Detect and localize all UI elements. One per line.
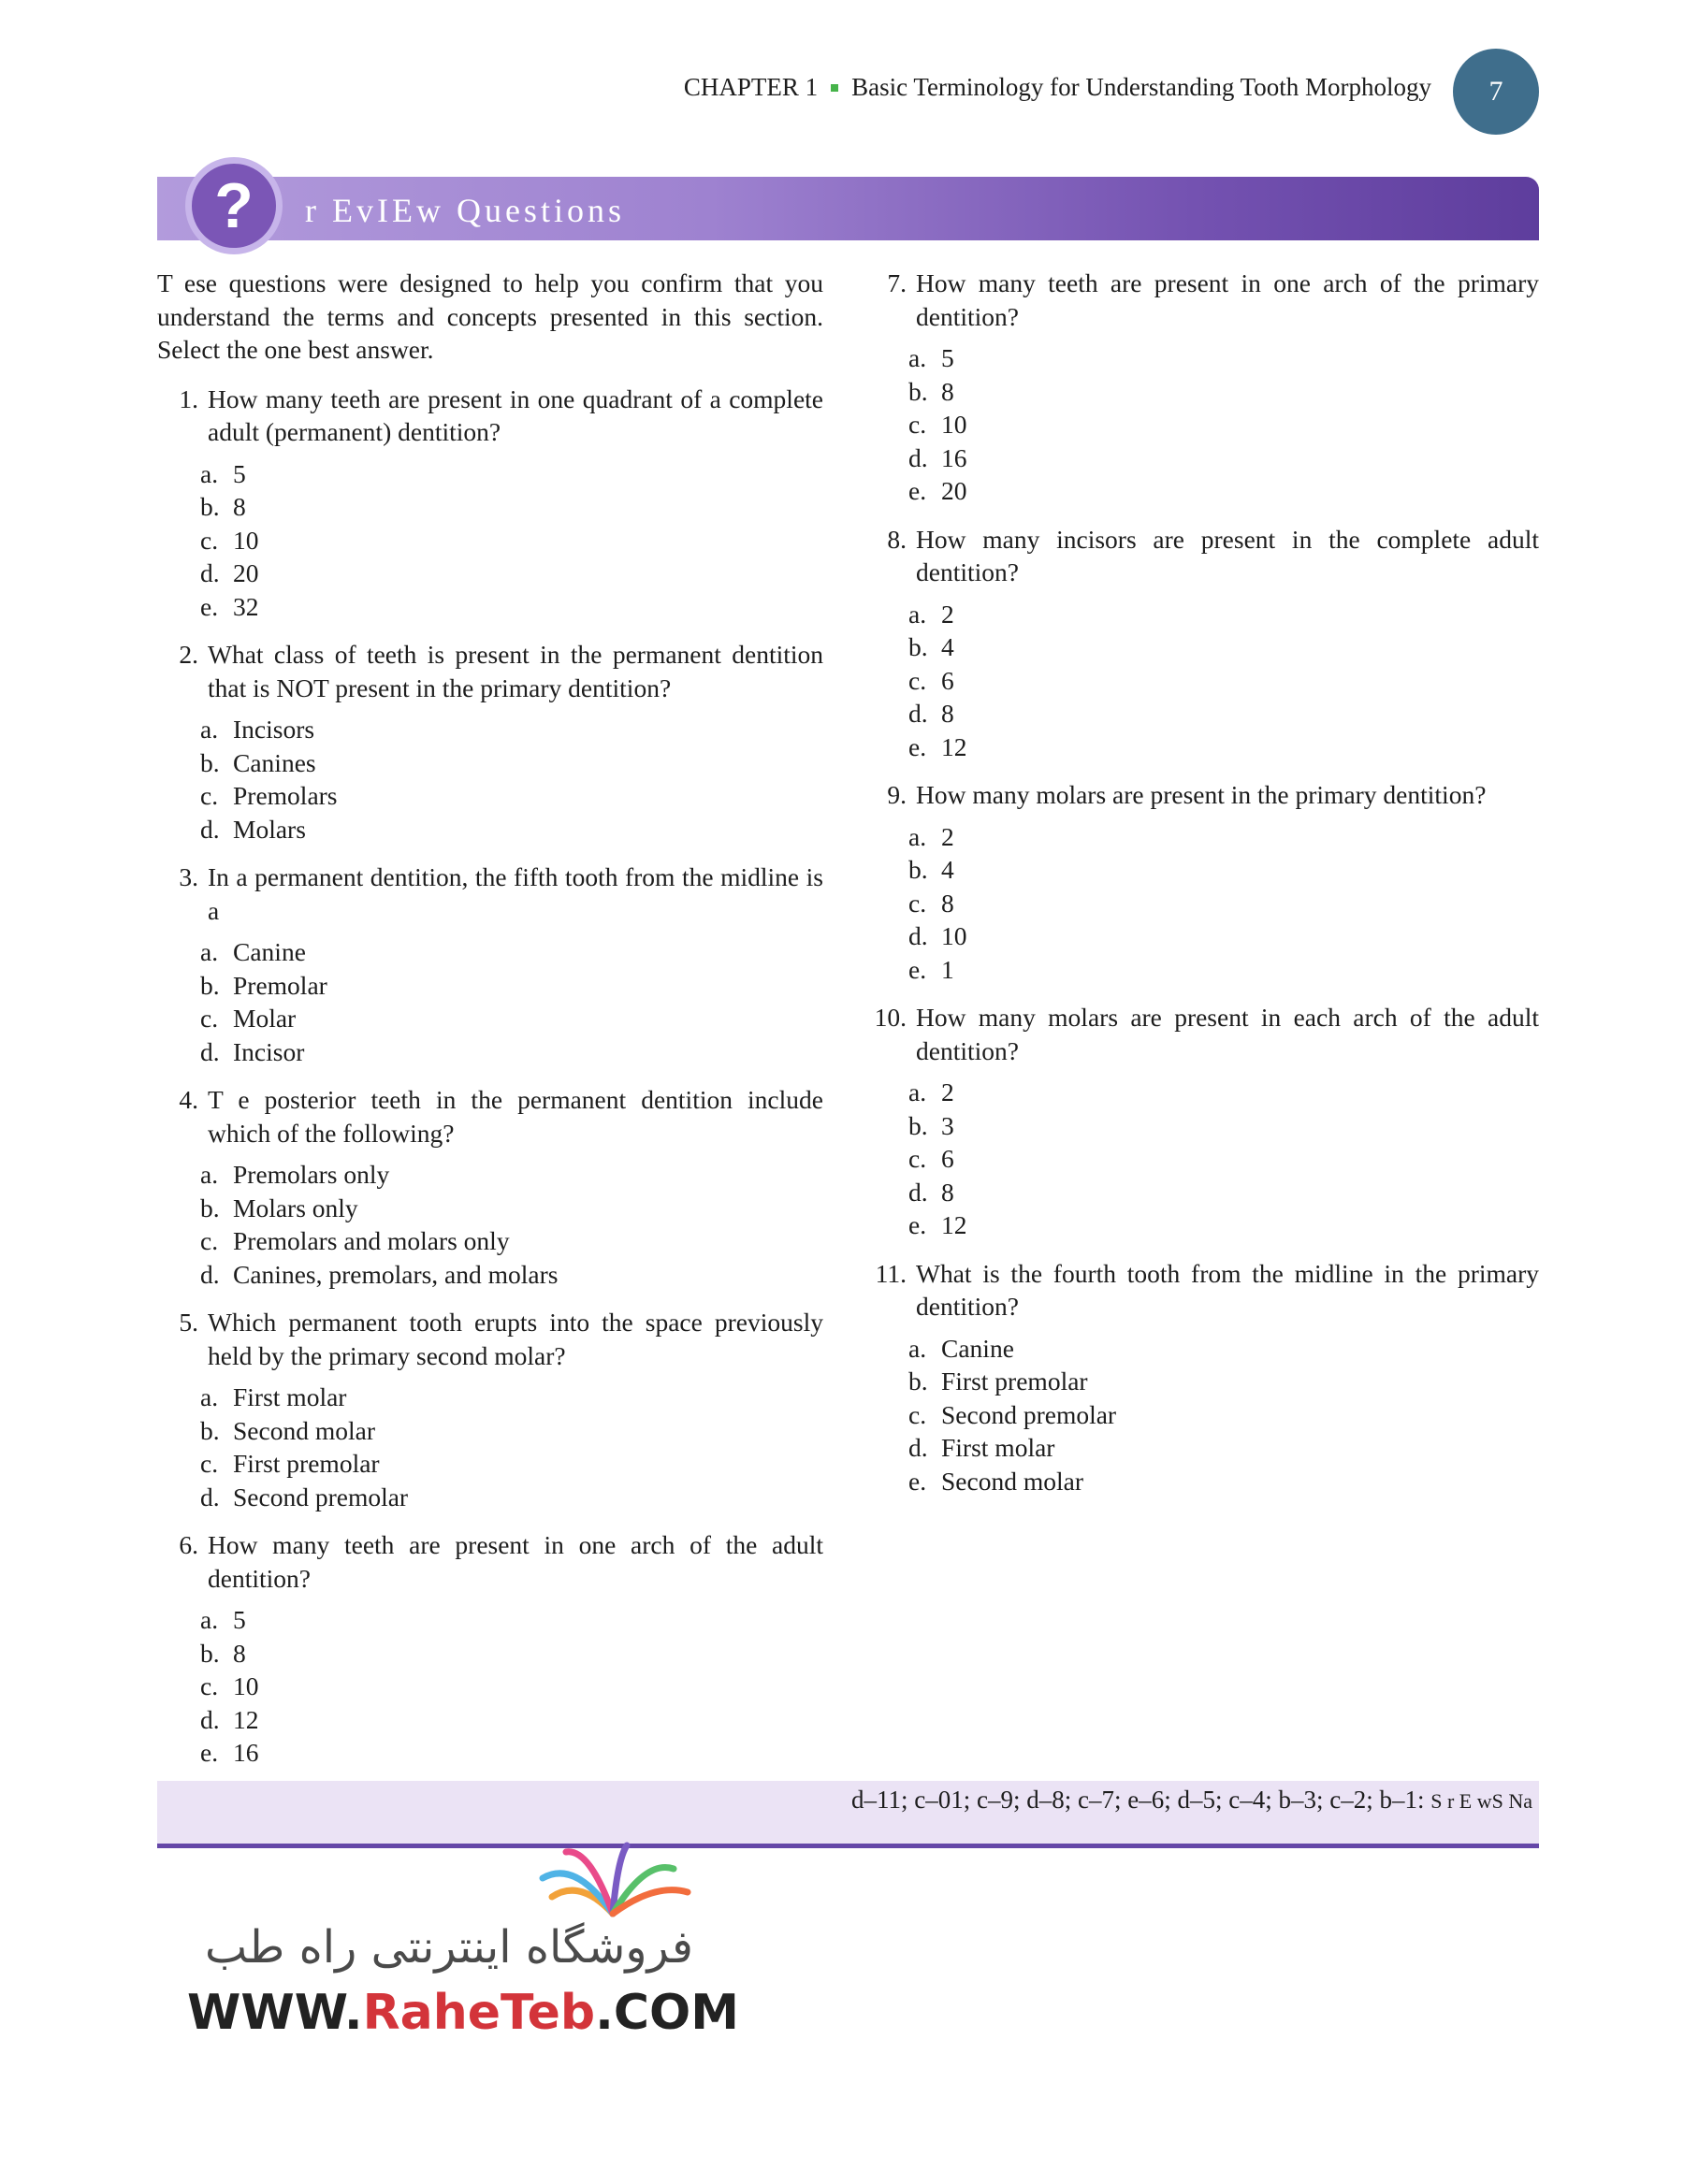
answer-options [157, 1603, 823, 1770]
question-stem [157, 1306, 823, 1372]
running-head [684, 73, 1431, 102]
option-text: Incisor [233, 1036, 305, 1066]
option-text: Canine [941, 1333, 1014, 1363]
question-number: 1. [179, 383, 198, 413]
option-letter: d. [200, 1259, 220, 1289]
option-letter: b. [908, 855, 928, 884]
answer-option [908, 1176, 1539, 1209]
answer-option [908, 630, 1539, 664]
answer-option [200, 969, 823, 1003]
answer-options [157, 935, 823, 1068]
answer-option [908, 474, 1539, 508]
option-letter: a. [200, 1382, 219, 1411]
option-letter: b. [908, 1110, 928, 1140]
question-item [865, 778, 1539, 986]
answer-option [908, 697, 1539, 730]
question-number: 6. [179, 1530, 198, 1559]
option-text: Canine [233, 937, 306, 966]
option-text: 2 [941, 1078, 954, 1106]
answer-option [908, 1465, 1539, 1498]
option-letter: c. [908, 1144, 927, 1173]
question-item [157, 1306, 823, 1513]
answer-option [908, 953, 1539, 987]
answer-option [200, 1603, 823, 1637]
answer-option [200, 1381, 823, 1414]
option-letter: a. [200, 1605, 219, 1634]
answer-option [200, 1192, 823, 1225]
option-letter: d. [908, 442, 928, 472]
question-item [157, 1528, 823, 1770]
answer-option [200, 746, 823, 780]
answer-option [908, 887, 1539, 920]
option-text: First molar [941, 1433, 1055, 1462]
option-letter: b. [908, 632, 928, 661]
question-text: How many teeth are present in one arch of the primary dentition? [916, 268, 1539, 331]
option-text: 8 [941, 699, 954, 728]
option-text: 20 [233, 558, 259, 587]
question-text: What class of teeth is present in the permanent dentition that is NOT present in the primary dentition? [208, 640, 823, 702]
question-item [865, 267, 1539, 508]
answer-option [200, 1447, 823, 1481]
question-text: How many incisors are present in the complete adult dentition? [916, 524, 1539, 586]
answer-options [157, 713, 823, 846]
question-stem [865, 1257, 1539, 1323]
option-letter: c. [908, 665, 927, 695]
question-item [865, 1001, 1539, 1242]
option-text: 8 [233, 1638, 246, 1668]
question-glyph: ? [214, 170, 254, 241]
option-text: Premolars [233, 781, 338, 810]
answer-option [908, 375, 1539, 409]
option-letter: d. [200, 558, 220, 587]
option-text: Molars [233, 814, 306, 844]
option-text: 12 [941, 731, 967, 761]
option-text: Premolar [233, 970, 327, 1000]
option-text: 16 [941, 442, 967, 472]
option-letter: c. [200, 1449, 219, 1478]
option-letter: c. [908, 1399, 927, 1429]
answer-option [200, 935, 823, 969]
question-text: T e posterior teeth in the permanent dentition include which of the following? [208, 1085, 823, 1148]
option-text: 10 [233, 525, 259, 555]
question-number: 2. [179, 640, 198, 669]
option-text: 32 [233, 591, 259, 621]
option-letter: c. [200, 1004, 219, 1033]
question-item [157, 861, 823, 1068]
option-text: 8 [233, 492, 246, 521]
option-text: 8 [941, 1177, 954, 1207]
answer-option [908, 1431, 1539, 1465]
option-text: 8 [941, 376, 954, 406]
option-text: 5 [941, 343, 954, 372]
option-text: 10 [941, 410, 967, 439]
option-text: 5 [233, 458, 246, 488]
question-number: 8. [887, 524, 907, 554]
option-letter: d. [908, 699, 928, 728]
question-item [157, 638, 823, 846]
question-stem [157, 383, 823, 449]
question-stem [157, 1083, 823, 1150]
answer-option [908, 1109, 1539, 1143]
option-letter: e. [908, 731, 927, 761]
option-letter: a. [908, 1078, 927, 1106]
option-text: 3 [941, 1110, 954, 1140]
answer-option [200, 1414, 823, 1448]
question-number: 11. [875, 1258, 907, 1288]
option-letter: c. [200, 781, 219, 810]
answer-option [908, 598, 1539, 631]
option-letter: b. [200, 970, 220, 1000]
option-letter: a. [200, 1160, 219, 1189]
option-text: Premolars and molars only [233, 1226, 510, 1255]
answer-options [865, 341, 1539, 508]
watermark-persian-text: فروشگاه اینترنتی راه طب [205, 1921, 693, 1974]
option-letter: d. [200, 1036, 220, 1066]
option-letter: d. [908, 1433, 928, 1462]
answer-options [865, 1076, 1539, 1242]
option-letter: d. [200, 1704, 220, 1734]
option-letter: b. [200, 1415, 220, 1445]
answer-option [200, 1258, 823, 1292]
question-number: 9. [887, 780, 907, 809]
option-text: Second premolar [233, 1482, 409, 1511]
url-prefix: WWW. [187, 1985, 363, 2041]
answer-options [157, 1381, 823, 1513]
answer-key-values: d–11; c–01; c–9; d–8; c–7; e–6; d–5; c–4; b–3; c–2; b–1: [851, 1786, 1425, 1814]
answer-options [157, 1158, 823, 1291]
page-number-badge [1453, 49, 1539, 135]
option-letter: d. [908, 921, 928, 950]
option-letter: d. [908, 1177, 928, 1207]
answer-option [908, 341, 1539, 375]
question-text: In a permanent dentition, the fifth tooth from the midline is a [208, 862, 823, 925]
option-text: 12 [233, 1704, 259, 1734]
option-letter: c. [908, 410, 927, 439]
option-letter: e. [200, 1738, 219, 1767]
option-text: 1 [941, 954, 954, 984]
option-letter: a. [908, 1333, 927, 1363]
answer-option [200, 1703, 823, 1737]
right-column [865, 267, 1539, 1512]
option-text: 12 [941, 1210, 967, 1239]
answer-option [908, 1142, 1539, 1176]
question-stem [157, 1528, 823, 1595]
option-text: First premolar [941, 1367, 1088, 1396]
option-text: First premolar [233, 1449, 380, 1478]
option-text: 8 [941, 888, 954, 918]
option-text: Molars only [233, 1193, 358, 1222]
answer-options [865, 1332, 1539, 1498]
question-text: How many molars are present in the primary dentition? [916, 780, 1487, 809]
option-text: Second molar [233, 1415, 375, 1445]
answer-options [157, 457, 823, 624]
question-stem [157, 638, 823, 704]
answer-option [908, 1076, 1539, 1109]
answer-option [200, 713, 823, 746]
option-letter: c. [200, 525, 219, 555]
url-suffix: .COM [595, 1985, 739, 2041]
answer-option [908, 1365, 1539, 1398]
option-text: Premolars only [233, 1160, 390, 1189]
option-text: 2 [941, 599, 954, 629]
answer-key [851, 1786, 1532, 1815]
answer-option [200, 490, 823, 524]
question-text: What is the fourth tooth from the midline in the primary dentition? [916, 1258, 1539, 1321]
option-letter: e. [908, 1466, 927, 1496]
answer-key-label: S r E wS Na [1430, 1789, 1532, 1813]
option-text: 6 [941, 665, 954, 695]
banner-title: r EvIEw Questions [305, 192, 625, 229]
chapter-label: CHAPTER 1 [683, 73, 819, 101]
answer-option [200, 557, 823, 590]
option-text: 6 [941, 1144, 954, 1173]
left-column [157, 267, 823, 1785]
answer-options [865, 598, 1539, 764]
question-item [157, 1083, 823, 1291]
intro-paragraph: T ese questions were designed to help you confirm that you understand the terms and concepts presented in this section. Select the one best answer. [157, 268, 823, 364]
question-text: How many molars are present in each arch of the adult dentition? [916, 1003, 1539, 1065]
answer-option [908, 664, 1539, 698]
question-text: How many teeth are present in one arch of the adult dentition? [208, 1530, 823, 1593]
option-letter: b. [200, 1638, 220, 1668]
option-letter: a. [908, 821, 927, 851]
answer-option [200, 1670, 823, 1703]
option-letter: a. [200, 937, 219, 966]
option-letter: b. [200, 1193, 220, 1222]
answer-option [908, 408, 1539, 441]
question-stem [865, 778, 1539, 812]
url-brand: RaheTeb [362, 1985, 596, 2041]
open-book-logo [524, 1841, 702, 1925]
answer-option [908, 1208, 1539, 1242]
question-stem [865, 523, 1539, 589]
option-letter: b. [908, 376, 928, 406]
answer-option [200, 524, 823, 557]
option-text: 5 [233, 1605, 246, 1634]
watermark-url [187, 1985, 739, 2041]
option-letter: a. [908, 599, 927, 629]
answer-option [908, 853, 1539, 887]
chapter-title: Basic Terminology for Understanding Tooth Morphology [851, 73, 1431, 101]
option-letter: e. [908, 476, 927, 505]
option-letter: b. [200, 747, 220, 777]
answer-option [200, 779, 823, 813]
question-mark-icon [185, 157, 283, 254]
option-letter: c. [200, 1226, 219, 1255]
question-item [865, 1257, 1539, 1498]
option-letter: a. [200, 715, 219, 744]
answer-option [200, 590, 823, 624]
question-stem [865, 267, 1539, 333]
answer-option [908, 820, 1539, 854]
question-number: 5. [179, 1308, 198, 1337]
option-letter: e. [200, 591, 219, 621]
question-number: 7. [887, 268, 907, 297]
question-stem [865, 1001, 1539, 1067]
question-stem [157, 861, 823, 927]
answer-option [200, 813, 823, 846]
answer-option [200, 457, 823, 491]
option-text: Canines [233, 747, 316, 777]
separator-square-icon [831, 84, 838, 92]
answer-option [200, 1158, 823, 1192]
option-text: Molar [233, 1004, 297, 1033]
option-letter: e. [908, 954, 927, 984]
option-letter: c. [200, 1671, 219, 1700]
answer-option [200, 1736, 823, 1770]
question-number: 3. [179, 862, 198, 891]
option-letter: c. [908, 888, 927, 918]
option-letter: a. [200, 458, 219, 488]
answer-option [908, 1332, 1539, 1366]
option-letter: e. [908, 1210, 927, 1239]
question-text: Which permanent tooth erupts into the space previously held by the primary second molar? [208, 1308, 823, 1370]
answer-option [200, 1637, 823, 1671]
answer-option [200, 1002, 823, 1035]
answer-options [865, 820, 1539, 987]
option-text: 20 [941, 476, 967, 505]
option-text: Second molar [941, 1466, 1083, 1496]
page-number: 7 [1488, 76, 1503, 107]
question-number: 4. [179, 1085, 198, 1114]
answer-option [200, 1035, 823, 1069]
option-letter: b. [908, 1367, 928, 1396]
answer-option [200, 1481, 823, 1514]
question-item [157, 383, 823, 624]
option-letter: b. [200, 492, 220, 521]
option-letter: d. [200, 814, 220, 844]
question-number: 10. [874, 1003, 907, 1032]
answer-option [908, 1398, 1539, 1432]
option-text: First molar [233, 1382, 347, 1411]
answer-option [908, 441, 1539, 475]
option-text: Incisors [233, 715, 315, 744]
option-letter: a. [908, 343, 927, 372]
answer-option [908, 730, 1539, 764]
option-text: Canines, premolars, and molars [233, 1259, 559, 1289]
option-text: 16 [233, 1738, 259, 1767]
answer-option [908, 919, 1539, 953]
option-text: Second premolar [941, 1399, 1117, 1429]
question-item [865, 523, 1539, 764]
question-text: How many teeth are present in one quadrant of a complete adult (permanent) dentition? [208, 383, 823, 446]
answer-option [200, 1224, 823, 1258]
option-text: 10 [941, 921, 967, 950]
option-text: 2 [941, 821, 954, 851]
option-text: 10 [233, 1671, 259, 1700]
option-text: 4 [941, 632, 954, 661]
option-text: 4 [941, 855, 954, 884]
option-letter: d. [200, 1482, 220, 1511]
